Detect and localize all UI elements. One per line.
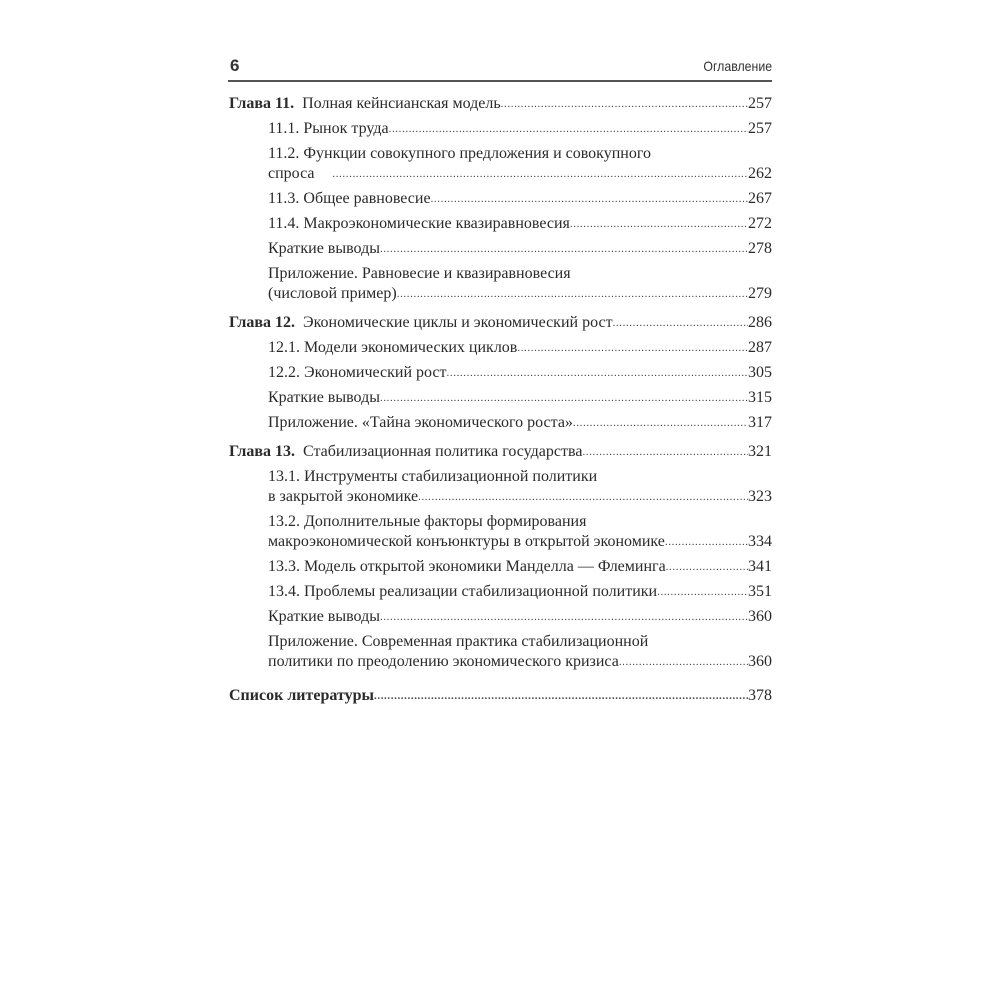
toc-section-entry[interactable] (229, 413, 772, 433)
entry-title: Краткие выводы (268, 240, 380, 257)
toc-section-entry[interactable] (229, 214, 772, 234)
dot-leader (431, 189, 748, 209)
toc-section-entry[interactable] (229, 239, 772, 259)
entry-title: 13.4. Проблемы реализации стабилизационной политики (268, 583, 658, 600)
entry-page-number: 279 (748, 285, 772, 302)
entry-title: макроэкономической конъюнктуры в открытой экономике (268, 533, 665, 550)
entry-title: политики по преодолению экономического кризиса (268, 653, 619, 670)
toc-section-entry[interactable] (229, 144, 772, 184)
table-of-contents (229, 94, 772, 711)
entry-page-number: 272 (748, 215, 772, 232)
entry-page-number: 341 (748, 558, 772, 575)
dot-leader (389, 119, 748, 139)
entry-page-number: 257 (748, 120, 772, 137)
dot-leader (447, 363, 748, 383)
entry-title: Список литературы (229, 687, 374, 704)
entry-title: 11.4. Макроэкономические квазиравновесия (268, 215, 570, 232)
dot-leader (380, 388, 748, 408)
running-header (228, 56, 772, 82)
entry-title: (числовой пример) (268, 285, 397, 302)
entry-page-number: 278 (748, 240, 772, 257)
dot-leader (666, 557, 748, 577)
dot-leader (380, 607, 748, 627)
dot-leader (613, 313, 748, 333)
chapter-label: Глава 11. (229, 95, 295, 112)
entry-page-number: 321 (748, 443, 772, 460)
entry-page-number: 287 (748, 339, 772, 356)
entry-page-number: 317 (748, 414, 772, 431)
entry-title: Краткие выводы (268, 389, 380, 406)
entry-title: Стабилизационная политика государства (303, 443, 583, 460)
toc-section-entry[interactable] (229, 119, 772, 139)
entry-title: 12.1. Модели экономических циклов (268, 339, 518, 356)
dot-leader (380, 239, 748, 259)
toc-section-entry[interactable] (229, 582, 772, 602)
entry-title-line: 11.2. Функции совокупного предложения и совокупного (268, 145, 652, 162)
dot-leader (374, 686, 748, 706)
dot-leader (332, 164, 748, 184)
dot-leader (573, 413, 748, 433)
toc-section-entry[interactable] (229, 189, 772, 209)
toc-chapter-entry[interactable] (229, 313, 772, 333)
entry-title: 13.3. Модель открытой экономики Манделла — Флеминга (268, 558, 666, 575)
entry-page-number: 262 (748, 165, 772, 182)
dot-leader (657, 582, 748, 602)
entry-page-number: 334 (748, 533, 772, 550)
toc-section-entry[interactable] (229, 338, 772, 358)
toc-section-entry[interactable] (229, 512, 772, 552)
entry-title: 11.1. Рынок труда (268, 120, 389, 137)
entry-page-number: 360 (748, 653, 772, 670)
entry-title: 12.2. Экономический рост (268, 364, 447, 381)
entry-title-line: 13.2. Дополнительные факторы формирования (268, 513, 587, 530)
entry-page-number: 378 (748, 687, 772, 704)
dot-leader (665, 532, 748, 552)
toc-section-entry[interactable] (229, 467, 772, 507)
toc-section-entry[interactable] (229, 557, 772, 577)
entry-title: 11.3. Общее равновесие (268, 190, 431, 207)
toc-section-entry[interactable] (229, 632, 772, 672)
entry-title: в закрытой экономике (268, 488, 419, 505)
entry-page-number: 267 (748, 190, 772, 207)
toc-chapter-entry[interactable] (229, 442, 772, 462)
dot-leader (619, 652, 748, 672)
dot-leader (517, 338, 748, 358)
entry-title-line: Приложение. Равновесие и квазиравновесия (268, 265, 571, 282)
toc-bibliography-entry[interactable] (229, 686, 772, 706)
entry-page-number: 323 (748, 488, 772, 505)
page-number: 6 (230, 56, 240, 75)
dot-leader (582, 442, 748, 462)
toc-section-entry[interactable] (229, 388, 772, 408)
entry-title: Полная кейнсианская модель (302, 95, 501, 112)
toc-section-entry[interactable] (229, 363, 772, 383)
entry-page-number: 315 (748, 389, 772, 406)
dot-leader (397, 284, 748, 304)
entry-page-number: 360 (748, 608, 772, 625)
entry-title: спроса (268, 165, 315, 182)
entry-page-number: 257 (748, 95, 772, 112)
dot-leader (501, 94, 748, 114)
section-title: Оглавление (703, 58, 772, 74)
toc-section-entry[interactable] (229, 264, 772, 304)
toc-section-entry[interactable] (229, 607, 772, 627)
entry-title: Экономические циклы и экономический рост (303, 314, 613, 331)
entry-page-number: 286 (748, 314, 772, 331)
toc-chapter-entry[interactable] (229, 94, 772, 114)
entry-page-number: 305 (748, 364, 772, 381)
dot-leader (418, 487, 748, 507)
entry-page-number: 351 (748, 583, 772, 600)
entry-title-line: 13.1. Инструменты стабилизационной политики (268, 468, 598, 485)
entry-title-line: Приложение. Современная практика стабилизационной (268, 633, 649, 650)
entry-title: Приложение. «Тайна экономического роста» (268, 414, 573, 431)
entry-title: Краткие выводы (268, 608, 380, 625)
chapter-label: Глава 13. (229, 443, 295, 460)
chapter-label: Глава 12. (229, 314, 295, 331)
dot-leader (570, 214, 748, 234)
